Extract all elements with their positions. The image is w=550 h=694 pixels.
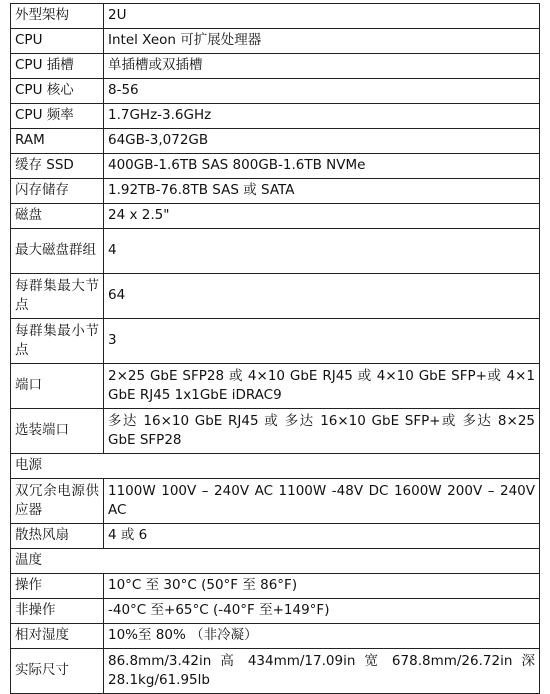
spec-value: 4 bbox=[104, 229, 540, 274]
spec-value: 10%至 80% （非冷凝） bbox=[104, 624, 540, 649]
spec-label: CPU 频率 bbox=[11, 104, 104, 129]
section-header-row bbox=[11, 454, 540, 479]
spec-row bbox=[11, 574, 540, 599]
spec-value: 2×25 GbE SFP28 或 4×10 GbE RJ45 或 4×10 GbE SFP+或 4×1 GbE RJ45 1x1GbE iDRAC9 bbox=[104, 364, 540, 409]
spec-table-body bbox=[11, 4, 540, 694]
spec-label: 端口 bbox=[11, 364, 104, 409]
spec-value: 多达 16×10 GbE RJ45 或 多达 16×10 GbE SFP+或 多达 8×25 GbE SFP28 bbox=[104, 409, 540, 454]
spec-row bbox=[11, 204, 540, 229]
spec-value: -40°C 至+65°C (-40°F 至+149°F) bbox=[104, 599, 540, 624]
spec-row bbox=[11, 274, 540, 319]
spec-label: CPU bbox=[11, 29, 104, 54]
spec-row bbox=[11, 624, 540, 649]
spec-value: Intel Xeon 可扩展处理器 bbox=[104, 29, 540, 54]
spec-row bbox=[11, 179, 540, 204]
spec-row bbox=[11, 524, 540, 549]
spec-row bbox=[11, 649, 540, 694]
spec-value: 10°C 至 30°C (50°F 至 86°F) bbox=[104, 574, 540, 599]
spec-value: 1.7GHz-3.6GHz bbox=[104, 104, 540, 129]
spec-label: CPU 插槽 bbox=[11, 54, 104, 79]
spec-row bbox=[11, 229, 540, 274]
spec-row bbox=[11, 129, 540, 154]
spec-label: 最大磁盘群组 bbox=[11, 229, 104, 274]
spec-label: 缓存 SSD bbox=[11, 154, 104, 179]
spec-value: 86.8mm/3.42in 高 434mm/17.09in 宽 678.8mm/26.72in 深 28.1kg/61.95lb bbox=[104, 649, 540, 694]
spec-row bbox=[11, 599, 540, 624]
spec-label: CPU 核心 bbox=[11, 79, 104, 104]
spec-label: RAM bbox=[11, 129, 104, 154]
spec-label: 每群集最小节点 bbox=[11, 319, 104, 364]
spec-label: 磁盘 bbox=[11, 204, 104, 229]
spec-label: 每群集最大节点 bbox=[11, 274, 104, 319]
spec-value: 24 x 2.5" bbox=[104, 204, 540, 229]
spec-row bbox=[11, 364, 540, 409]
spec-value: 64 bbox=[104, 274, 540, 319]
section-header: 电源 bbox=[11, 454, 540, 479]
spec-value: 64GB-3,072GB bbox=[104, 129, 540, 154]
spec-label: 非操作 bbox=[11, 599, 104, 624]
spec-row bbox=[11, 409, 540, 454]
spec-label: 闪存储存 bbox=[11, 179, 104, 204]
spec-row bbox=[11, 104, 540, 129]
spec-row bbox=[11, 29, 540, 54]
spec-value: 2U bbox=[104, 4, 540, 29]
section-header-row bbox=[11, 549, 540, 574]
spec-value: 单插槽或双插槽 bbox=[104, 54, 540, 79]
spec-value: 4 或 6 bbox=[104, 524, 540, 549]
spec-value: 3 bbox=[104, 319, 540, 364]
spec-label: 外型架构 bbox=[11, 4, 104, 29]
spec-row bbox=[11, 4, 540, 29]
spec-value: 1100W 100V – 240V AC 1100W -48V DC 1600W 200V – 240V AC bbox=[104, 479, 540, 524]
spec-value: 400GB-1.6TB SAS 800GB-1.6TB NVMe bbox=[104, 154, 540, 179]
spec-row bbox=[11, 54, 540, 79]
spec-label: 相对湿度 bbox=[11, 624, 104, 649]
spec-row bbox=[11, 154, 540, 179]
spec-label: 双冗余电源供应器 bbox=[11, 479, 104, 524]
spec-label: 选装端口 bbox=[11, 409, 104, 454]
spec-label: 实际尺寸 bbox=[11, 649, 104, 694]
spec-row bbox=[11, 319, 540, 364]
spec-value: 8-56 bbox=[104, 79, 540, 104]
spec-row bbox=[11, 79, 540, 104]
spec-label: 操作 bbox=[11, 574, 104, 599]
spec-value: 1.92TB-76.8TB SAS 或 SATA bbox=[104, 179, 540, 204]
spec-table bbox=[10, 3, 540, 694]
section-header: 温度 bbox=[11, 549, 540, 574]
spec-row bbox=[11, 479, 540, 524]
spec-label: 散热风扇 bbox=[11, 524, 104, 549]
